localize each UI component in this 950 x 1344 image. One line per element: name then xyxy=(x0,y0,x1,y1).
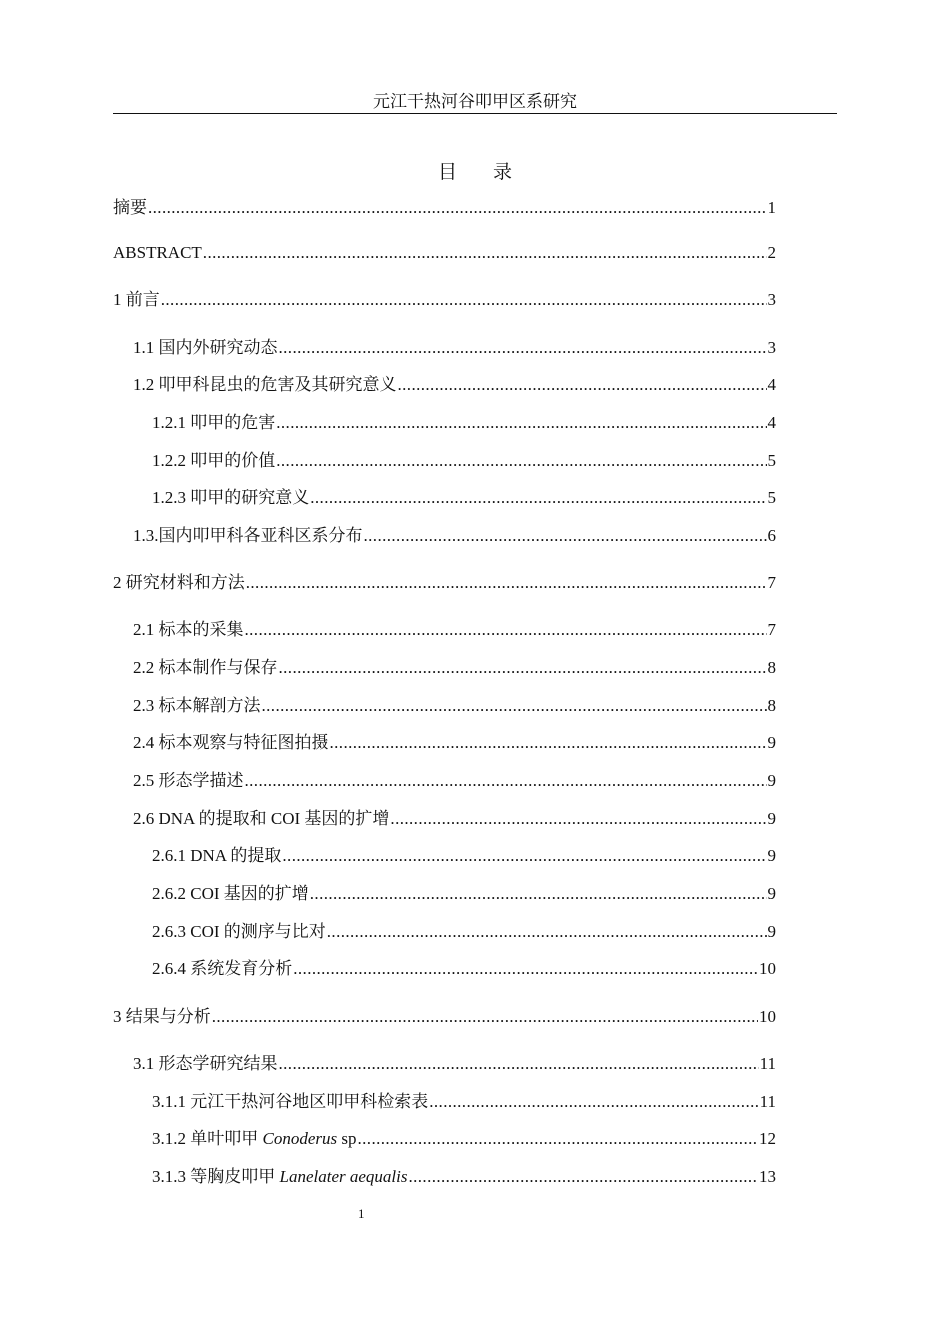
toc-entry-label-suffix: sp xyxy=(337,1129,357,1148)
toc-entry-label: 1.1 国内外研究动态 xyxy=(133,338,278,357)
toc-entry-page-number: 10 xyxy=(759,1007,776,1026)
toc-entry-label: 3.1 形态学研究结果 xyxy=(133,1054,278,1073)
dot-leader xyxy=(327,921,767,943)
toc-entry[interactable] xyxy=(113,958,776,980)
toc-entry-label: 2.2 标本制作与保存 xyxy=(133,658,278,677)
dot-leader xyxy=(276,450,766,472)
toc-entry-label-prefix: 3.1.3 等胸皮叩甲 xyxy=(152,1167,280,1186)
toc-entry-label: 2.6.1 DNA 的提取 xyxy=(152,846,282,865)
toc-entry[interactable] xyxy=(113,450,776,472)
toc-entry-species-name: Conoderus xyxy=(262,1129,338,1148)
toc-entry-label xyxy=(152,1166,407,1188)
toc-entry-page-number: 7 xyxy=(767,573,776,592)
toc-entry-page-number: 9 xyxy=(767,846,776,865)
toc-entry[interactable] xyxy=(113,289,776,311)
toc-entry-page-number: 11 xyxy=(759,1092,776,1111)
toc-entry-page-number: 1 xyxy=(767,198,776,217)
toc-entry-page-number: 9 xyxy=(767,922,776,941)
toc-entry-page-number: 8 xyxy=(767,696,776,715)
toc-entry-page-number: 9 xyxy=(767,771,776,790)
dot-leader xyxy=(246,572,767,594)
dot-leader xyxy=(390,808,766,830)
toc-entry[interactable] xyxy=(113,197,776,219)
running-header-title: 元江干热河谷叩甲区系研究 xyxy=(373,92,577,111)
dot-leader xyxy=(293,958,758,980)
toc-entry-label: 2.5 形态学描述 xyxy=(133,771,244,790)
toc-entry[interactable] xyxy=(113,845,776,867)
toc-entry-page-number: 13 xyxy=(759,1167,776,1186)
toc-entry[interactable] xyxy=(113,732,776,754)
toc-entry[interactable] xyxy=(113,374,776,396)
dot-leader xyxy=(358,1128,759,1150)
toc-entry[interactable] xyxy=(113,695,776,717)
dot-leader xyxy=(429,1091,758,1113)
toc-entry-label: ABSTRACT xyxy=(113,243,202,262)
toc-entry-label: 1.2.1 叩甲的危害 xyxy=(152,413,276,432)
toc-entry-label: 2.6.4 系统发育分析 xyxy=(152,959,293,978)
toc-entry-label: 2.6.3 COI 的测序与比对 xyxy=(152,922,326,941)
dot-leader xyxy=(245,770,767,792)
toc-entry-label: 3 结果与分析 xyxy=(113,1007,211,1026)
toc-entry-page-number: 2 xyxy=(767,243,776,262)
dot-leader xyxy=(245,619,767,641)
dot-leader xyxy=(148,197,767,219)
dot-leader xyxy=(282,845,766,867)
dot-leader xyxy=(203,242,767,264)
toc-entry-label: 2.3 标本解剖方法 xyxy=(133,696,261,715)
toc-entry-page-number: 9 xyxy=(767,884,776,903)
toc-entry[interactable] xyxy=(113,770,776,792)
dot-leader xyxy=(262,695,767,717)
toc-entry-page-number: 3 xyxy=(767,338,776,357)
toc-entry-page-number: 9 xyxy=(767,733,776,752)
toc-entry[interactable] xyxy=(113,1166,776,1188)
toc-entry-label: 2 研究材料和方法 xyxy=(113,573,245,592)
header-rule-divider xyxy=(113,113,837,114)
dot-leader xyxy=(279,337,767,359)
page-number: 1 xyxy=(358,1206,365,1221)
toc-entry-page-number: 4 xyxy=(767,413,776,432)
toc-entry[interactable] xyxy=(113,487,776,509)
toc-entry-label: 2.4 标本观察与特征图拍摄 xyxy=(133,733,329,752)
toc-entry[interactable] xyxy=(113,242,776,264)
toc-entry[interactable] xyxy=(113,1006,776,1028)
toc-entry-page-number: 11 xyxy=(759,1054,776,1073)
toc-entry-label-prefix: 3.1.2 单叶叩甲 xyxy=(152,1129,263,1148)
toc-entry[interactable] xyxy=(113,572,776,594)
dot-leader xyxy=(212,1006,758,1028)
toc-entry[interactable] xyxy=(113,412,776,434)
toc-entry[interactable] xyxy=(113,337,776,359)
toc-entry-label xyxy=(152,1128,357,1150)
toc-entry[interactable] xyxy=(113,619,776,641)
toc-title xyxy=(0,157,950,184)
toc-entry[interactable] xyxy=(113,1053,776,1075)
toc-entry[interactable] xyxy=(113,1128,776,1150)
toc-entry-label: 3.1.1 元江干热河谷地区叩甲科检索表 xyxy=(152,1092,429,1111)
toc-entry-species-name: Lanelater aequalis xyxy=(279,1167,408,1186)
toc-title-char-1: 目 xyxy=(437,162,457,183)
toc-entry-label: 2.6.2 COI 基因的扩增 xyxy=(152,884,309,903)
dot-leader xyxy=(276,412,766,434)
toc-entry-label: 摘要 xyxy=(113,198,147,217)
toc-entry-page-number: 9 xyxy=(767,809,776,828)
toc-entry[interactable] xyxy=(113,525,776,547)
toc-entry-label: 2.6 DNA 的提取和 COI 基因的扩增 xyxy=(133,809,390,828)
toc-entry-page-number: 3 xyxy=(767,290,776,309)
toc-entry[interactable] xyxy=(113,657,776,679)
dot-leader xyxy=(279,657,767,679)
toc-entry-label: 1.2.2 叩甲的价值 xyxy=(152,451,276,470)
toc-entry-page-number: 4 xyxy=(767,375,776,394)
toc-entry[interactable] xyxy=(113,921,776,943)
toc-title-char-2: 录 xyxy=(493,162,513,183)
dot-leader xyxy=(408,1166,758,1188)
dot-leader xyxy=(310,883,767,905)
toc-entry-page-number: 7 xyxy=(767,620,776,639)
toc-entry[interactable] xyxy=(113,1091,776,1113)
toc-entry-label: 1 前言 xyxy=(113,290,160,309)
toc-entry-label: 1.3.国内叩甲科各亚科区系分布 xyxy=(133,526,363,545)
dot-leader xyxy=(330,732,767,754)
dot-leader xyxy=(279,1053,759,1075)
toc-entry-page-number: 5 xyxy=(767,451,776,470)
dot-leader xyxy=(161,289,767,311)
dot-leader xyxy=(364,525,767,547)
toc-entry-label: 1.2 叩甲科昆虫的危害及其研究意义 xyxy=(133,375,397,394)
toc-entry-page-number: 5 xyxy=(767,488,776,507)
toc-entry[interactable] xyxy=(113,808,776,830)
toc-entry-label: 2.1 标本的采集 xyxy=(133,620,244,639)
toc-entry[interactable] xyxy=(113,883,776,905)
dot-leader xyxy=(310,487,766,509)
toc-entry-page-number: 12 xyxy=(759,1129,776,1148)
toc-entry-page-number: 10 xyxy=(759,959,776,978)
dot-leader xyxy=(398,374,767,396)
toc-entry-page-number: 6 xyxy=(767,526,776,545)
toc-entry-page-number: 8 xyxy=(767,658,776,677)
toc-entry-label: 1.2.3 叩甲的研究意义 xyxy=(152,488,310,507)
